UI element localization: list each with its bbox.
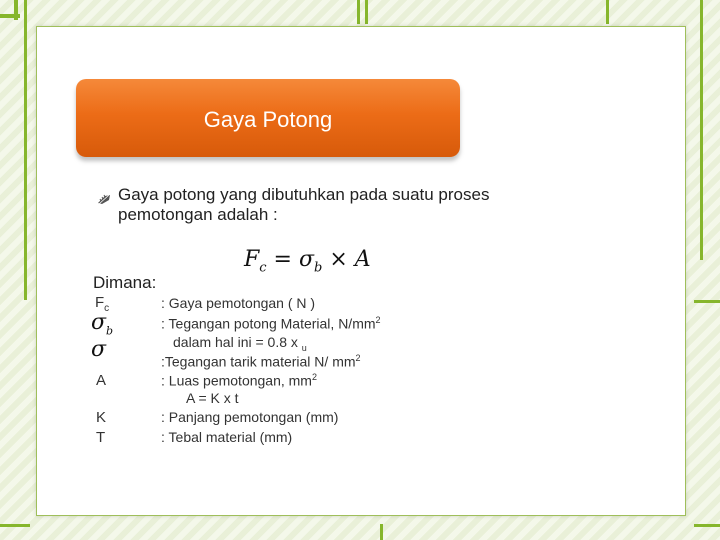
t-desc: : Tebal material (mm) xyxy=(161,429,293,445)
deco-bar xyxy=(606,0,609,24)
formula-lhs-sub: c xyxy=(259,260,267,276)
a-desc: : Luas pemotongan, $mm^2$ xyxy=(161,372,317,389)
a-symbol: A xyxy=(96,372,107,389)
deco-bar xyxy=(365,0,368,24)
sigma-b-symbol: $\sigma_b$ xyxy=(91,310,114,338)
deco-bar xyxy=(694,524,720,527)
cutting-force-formula xyxy=(244,247,371,275)
deco-bar xyxy=(380,524,383,540)
deco-bar xyxy=(357,0,360,24)
sigma-b-desc: : Tegangan potong Material, $N/mm^2$ xyxy=(161,315,381,332)
fc-symbol: $F_c$ xyxy=(95,294,110,314)
formula-lhs: F xyxy=(244,247,260,272)
t-symbol: T xyxy=(96,429,106,446)
formula-rhs: A xyxy=(354,247,371,272)
dimana-label: Dimana: xyxy=(93,273,157,292)
formula-sigma-sub: b xyxy=(314,260,323,276)
sigma-symbol: σ xyxy=(91,337,107,362)
formula-sigma: σ xyxy=(298,247,315,272)
sigma-b-extra: dalam hal ini = 0.8 x $_u$ xyxy=(173,334,307,353)
deco-bar xyxy=(24,0,27,300)
a-extra: A = K x t xyxy=(186,390,239,406)
feather-arrow-icon xyxy=(97,193,111,205)
deco-bar xyxy=(694,300,720,303)
formula-times: × xyxy=(329,247,348,272)
k-desc: : Panjang pemotongan (mm) xyxy=(161,409,339,425)
deco-bar xyxy=(14,0,18,20)
sigma-desc: :Tegangan tarik material N/ $mm^2$ xyxy=(161,353,361,370)
deco-bar xyxy=(700,0,703,260)
slide-title: Gaya Potong xyxy=(203,107,333,132)
deco-bar xyxy=(0,524,30,527)
bullet-text: Gaya potong yang dibutuhkan pada suatu proses pemotongan adalah : xyxy=(118,185,490,224)
k-symbol: K xyxy=(96,409,107,426)
fc-desc: : Gaya pemotongan ( N ) xyxy=(161,295,316,311)
formula-equals: = xyxy=(273,247,292,272)
